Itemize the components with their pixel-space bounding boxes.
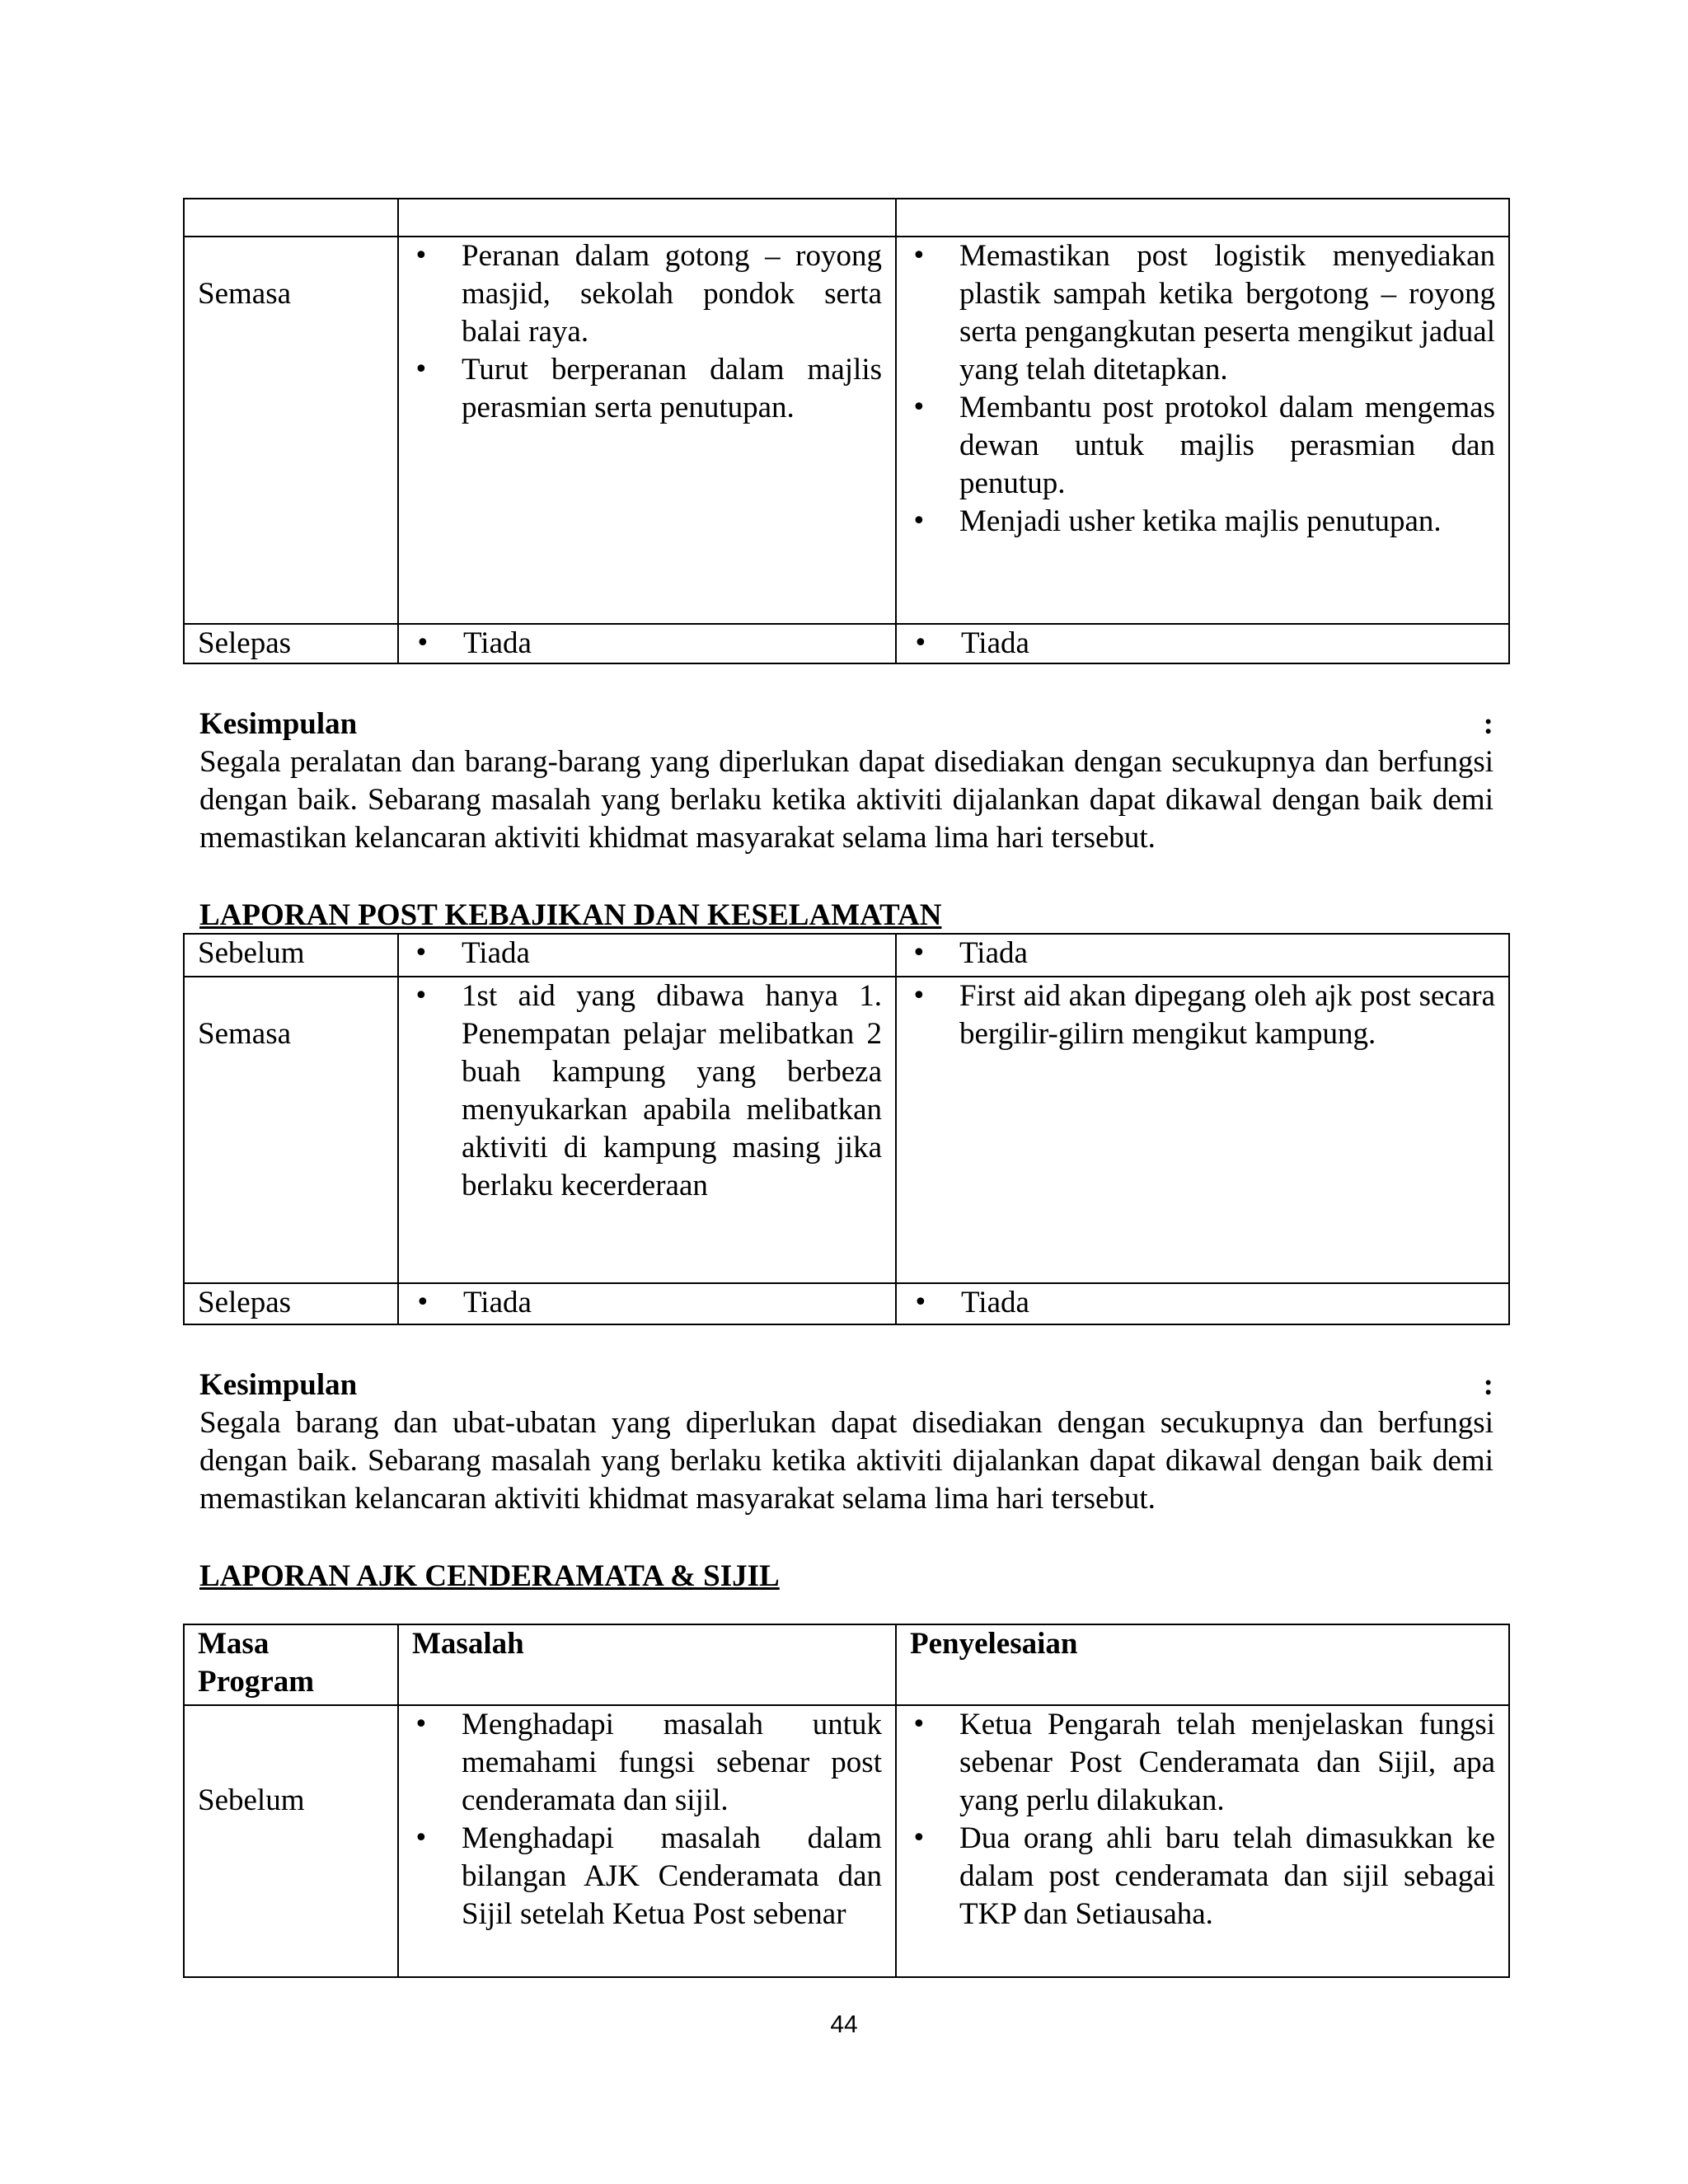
masalah-list (412, 935, 882, 972)
conclusion-text: Segala peralatan dan barang-barang yang diperlukan dapat disediakan dengan secukupnya dan berfungsi dengan baik. Sebarang masalah yang berlaku ketika aktiviti dijalankan dapat dikawal dengan baik demi memastikan kelancaran aktiviti khidmat masyarakat selama lima hari tersebut. (199, 745, 1493, 855)
conclusion-heading-text: Kesimpulan (199, 707, 358, 741)
list-item: • Membantu post protokol dalam mengemas dewan untuk majlis perasmian dan penutup. (959, 389, 1495, 503)
header-masa-program (184, 1624, 398, 1705)
masalah-cell (398, 624, 896, 663)
list-item: • Memastikan post logistik menyediakan plastik sampah ketika bergotong – royong serta pengangkutan peserta mengikut jadual yang telah ditetapkan. (959, 237, 1495, 389)
conclusion-heading (199, 705, 1493, 743)
list-item: • 1st aid yang dibawa hanya 1. Penempatan pelajar melibatkan 2 buah kampung yang berbeza menyukarkan apabila melibatkan aktiviti di kampung masing jika berlaku kecerderaan (462, 977, 882, 1205)
table-row-selepas (184, 624, 1509, 663)
row-label-text: Semasa (198, 277, 292, 311)
penyelesaian-list (910, 977, 1495, 1053)
masalah-cell (398, 934, 896, 977)
section-title-cenderamata: LAPORAN AJK CENDERAMATA & SIJIL (199, 1559, 780, 1593)
table-cell (184, 199, 398, 237)
header-masalah: Masalah (398, 1624, 896, 1705)
row-label-text: Sebelum (198, 1783, 305, 1817)
masalah-list (412, 237, 882, 427)
list-item: • Tiada (961, 625, 1495, 663)
table-row-sebelum (184, 1705, 1509, 1977)
header-program: Program (198, 1665, 315, 1699)
table-cell (398, 199, 896, 237)
list-item: • First aid akan dipegang oleh ajk post secara bergilir-gilirn mengikut kampung. (959, 977, 1495, 1053)
masalah-cell (398, 1705, 896, 1977)
masalah-list (407, 1284, 882, 1322)
list-item: • Peranan dalam gotong – royong masjid, sekolah pondok serta balai raya. (462, 237, 882, 351)
penyelesaian-list (905, 625, 1495, 663)
list-item: • Menjadi usher ketika majlis penutupan. (959, 503, 1495, 541)
penyelesaian-cell (896, 934, 1509, 977)
conclusion-colon: : (1483, 1368, 1493, 1402)
penyelesaian-list (910, 935, 1495, 972)
table-kebajikan-keselamatan (183, 933, 1510, 1325)
penyelesaian-cell (896, 237, 1509, 624)
conclusion-heading-text: Kesimpulan (199, 1368, 358, 1402)
penyelesaian-cell (896, 624, 1509, 663)
table-row-selepas (184, 1283, 1509, 1324)
penyelesaian-cell (896, 977, 1509, 1283)
header-masa: Masa (198, 1627, 270, 1661)
table-row-semasa (184, 237, 1509, 624)
table-row-sebelum (184, 934, 1509, 977)
table-row-semasa (184, 977, 1509, 1283)
list-item: • Dua orang ahli baru telah dimasukkan ke dalam post cenderamata dan sijil sebagai TKP dan Setiausaha. (959, 1820, 1495, 1933)
page-number: 44 (830, 2011, 858, 2038)
row-label (184, 1705, 398, 1977)
penyelesaian-cell (896, 1705, 1509, 1977)
conclusion-heading (199, 1366, 1493, 1404)
list-item: • Menghadapi masalah dalam bilangan AJK Cenderamata dan Sijil setelah Ketua Post sebenar (462, 1820, 882, 1933)
penyelesaian-list (905, 1284, 1495, 1322)
table-row-empty (184, 199, 1509, 237)
masalah-list (412, 977, 882, 1205)
masalah-cell (398, 977, 896, 1283)
masalah-cell (398, 237, 896, 624)
section-title-kebajikan: LAPORAN POST KEBAJIKAN DAN KESELAMATAN (199, 898, 942, 932)
conclusion-1 (199, 705, 1493, 857)
row-label-text: Semasa (198, 1017, 292, 1051)
masalah-list (412, 1706, 882, 1933)
table-header-row (184, 1624, 1509, 1705)
table-cenderamata-sijil (183, 1624, 1510, 1978)
list-item: • Tiada (961, 1284, 1495, 1322)
table-continued-semasa-selepas (183, 198, 1510, 664)
list-item: • Menghadapi masalah untuk memahami fungsi sebenar post cenderamata dan sijil. (462, 1706, 882, 1820)
row-label: Sebelum (184, 934, 398, 977)
row-label (184, 977, 398, 1283)
list-item: • Tiada (462, 935, 882, 972)
row-label: Selepas (184, 624, 398, 663)
header-penyelesaian: Penyelesaian (896, 1624, 1509, 1705)
row-label: Selepas (184, 1283, 398, 1324)
conclusion-colon: : (1483, 707, 1493, 741)
list-item: • Tiada (463, 625, 882, 663)
masalah-cell (398, 1283, 896, 1324)
conclusion-2 (199, 1366, 1493, 1518)
penyelesaian-list (910, 1706, 1495, 1933)
row-label (184, 237, 398, 624)
masalah-list (407, 625, 882, 663)
list-item: • Tiada (959, 935, 1495, 972)
list-item: • Tiada (463, 1284, 882, 1322)
table-cell (896, 199, 1509, 237)
penyelesaian-list (910, 237, 1495, 541)
list-item: • Ketua Pengarah telah menjelaskan fungsi sebenar Post Cenderamata dan Sijil, apa yang perlu dilakukan. (959, 1706, 1495, 1820)
list-item: • Turut berperanan dalam majlis perasmian serta penutupan. (462, 351, 882, 427)
penyelesaian-cell (896, 1283, 1509, 1324)
conclusion-text: Segala barang dan ubat-ubatan yang diperlukan dapat disediakan dengan secukupnya dan berfungsi dengan baik. Sebarang masalah yang berlaku ketika aktiviti dijalankan dapat dikawal dengan baik demi memastikan kelancaran aktiviti khidmat masyarakat selama lima hari tersebut. (199, 1406, 1493, 1516)
